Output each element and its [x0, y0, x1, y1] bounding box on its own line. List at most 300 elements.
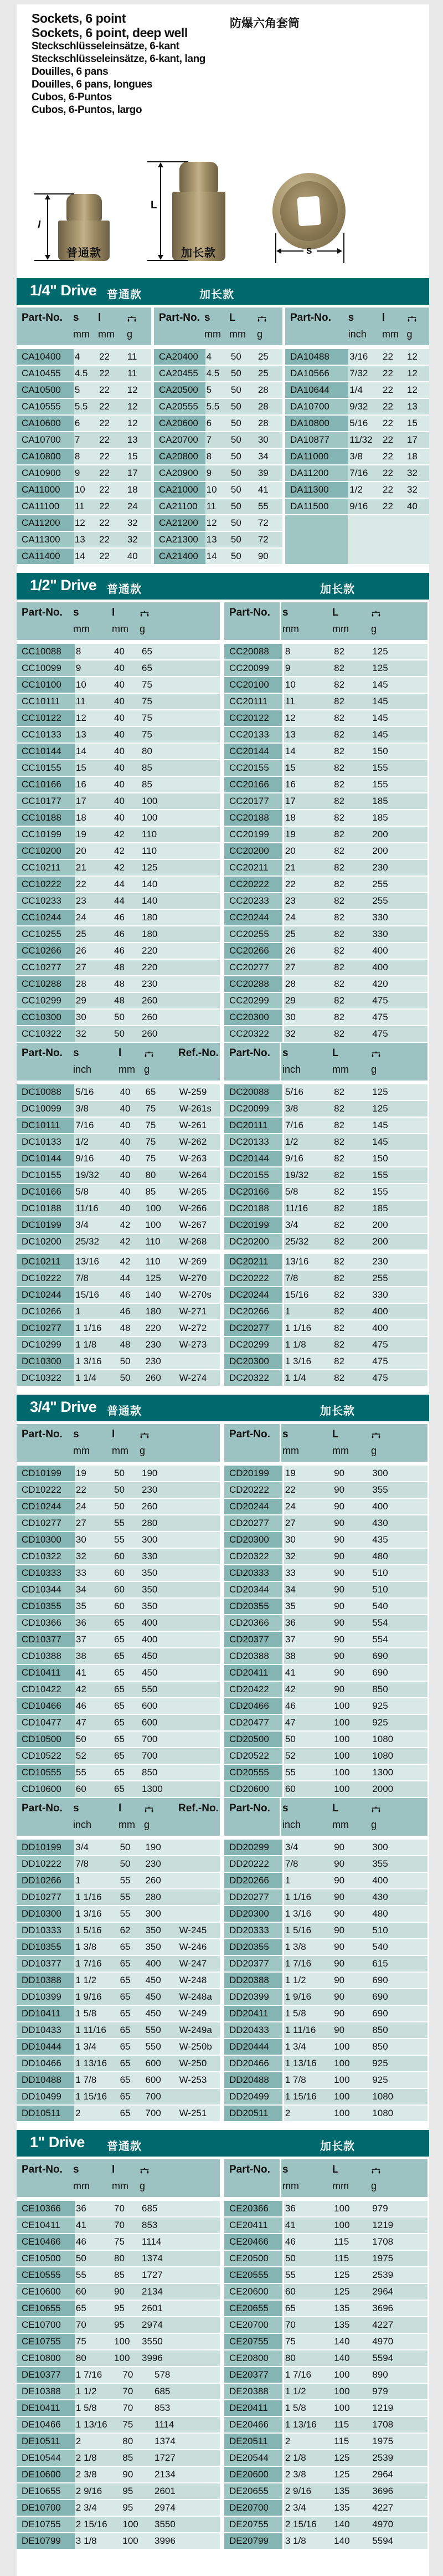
value-cell: 260	[142, 1501, 158, 1512]
value-cell: 34	[285, 1584, 296, 1595]
table-row	[224, 877, 427, 892]
table-row	[154, 382, 282, 398]
value-cell: 48	[120, 1339, 131, 1350]
table-row	[17, 926, 220, 942]
value-cell: 100	[334, 1750, 350, 1761]
value-cell: 42	[120, 1236, 131, 1247]
value-cell: 33	[75, 1568, 86, 1578]
unit-label	[17, 1819, 72, 1834]
part-number-cell: CE20655	[224, 2301, 282, 2316]
part-number-cell: CE20600	[224, 2284, 282, 2300]
part-number-cell: CC10199	[17, 827, 75, 842]
part-number-cell: CD10466	[17, 1698, 75, 1714]
part-number-cell: CC20233	[224, 893, 282, 909]
column-header	[111, 1424, 138, 1462]
value-cell: 82	[334, 663, 345, 673]
value-cell: 36	[75, 1617, 86, 1628]
value-cell: 50	[230, 468, 241, 478]
value-cell: 90	[334, 1551, 345, 1561]
value-cell: 100	[114, 2336, 130, 2347]
value-cell: 22	[383, 468, 393, 478]
value-cell: 24	[75, 912, 86, 923]
value-cell: 140	[145, 1289, 161, 1300]
column-header	[17, 2159, 72, 2197]
table-row	[17, 843, 220, 859]
value-cell: 3996	[154, 2536, 176, 2546]
value-cell: 46	[285, 2236, 296, 2247]
value-cell: 55	[257, 501, 269, 511]
column-header	[331, 1798, 370, 1836]
value-cell: 1 1/2	[285, 1975, 306, 1985]
value-cell: 22	[383, 418, 393, 428]
value-cell: 82	[334, 812, 345, 823]
value-cell: 1 5/8	[75, 2008, 97, 2019]
column-label: s	[73, 1428, 79, 1440]
value-cell: 554	[372, 1617, 388, 1628]
value-cell: 29	[75, 995, 86, 1006]
table-row	[224, 2006, 427, 2021]
table-row	[17, 449, 151, 464]
value-cell: 9	[285, 663, 291, 673]
label-standard-type: 普通款	[107, 1405, 142, 1417]
part-number-cell: CE10466	[17, 2234, 75, 2250]
value-cell: 50	[230, 484, 241, 495]
value-cell: 1/2	[349, 484, 363, 495]
table-block	[17, 602, 429, 1043]
table-row	[224, 843, 427, 859]
table-row	[17, 1973, 220, 1988]
value-cell: 260	[145, 1372, 161, 1383]
table-row	[17, 2400, 220, 2416]
value-cell: 65	[120, 2058, 131, 2068]
column-label: Part-No.	[229, 2164, 270, 2175]
part-number-cell: DD20444	[224, 2039, 282, 2055]
value-cell: 90	[334, 1875, 345, 1886]
value-cell: 44	[114, 895, 125, 906]
value-cell: W-259	[179, 1087, 207, 1097]
value-cell: 100	[334, 1784, 350, 1794]
value-cell: 1080	[372, 2091, 394, 2102]
unit-label	[224, 623, 280, 638]
table-row	[224, 1010, 427, 1025]
column-label: s	[348, 312, 354, 324]
value-cell: 280	[142, 1518, 158, 1528]
value-cell: 230	[372, 1256, 388, 1267]
value-cell: 4970	[372, 2519, 394, 2529]
value-cell: 1 5/16	[285, 1925, 312, 1935]
label-long-type: 加长款	[320, 2140, 355, 2153]
part-number-cell: CA20455	[154, 366, 205, 381]
value-cell: 82	[334, 646, 345, 657]
value-cell: 1975	[372, 2253, 394, 2263]
value-cell: 65	[114, 1667, 125, 1678]
value-cell: 40	[120, 1203, 131, 1213]
part-number-cell: CA10400	[17, 349, 74, 365]
value-cell: 50	[114, 1028, 125, 1039]
value-cell: 7/16	[349, 468, 368, 478]
value-cell: 46	[285, 1701, 296, 1711]
table-row	[17, 382, 151, 398]
value-cell: 185	[372, 796, 388, 806]
value-cell: 155	[372, 1170, 388, 1180]
part-number-cell: CC10322	[17, 1026, 75, 1042]
part-number-cell: DD20466	[224, 2056, 282, 2071]
value-cell: 1	[75, 1306, 81, 1317]
value-cell: 690	[372, 1667, 388, 1678]
column-header	[331, 2159, 370, 2197]
value-cell: 40	[127, 551, 138, 561]
value-cell: 1219	[372, 2220, 394, 2230]
part-number-cell: CC20211	[224, 860, 282, 875]
table-row	[224, 2317, 427, 2333]
table-row	[224, 2483, 427, 2499]
part-number-cell: DC20300	[224, 1354, 282, 1369]
value-cell: 700	[142, 1734, 158, 1744]
value-cell: 22	[99, 484, 110, 495]
value-cell: 925	[372, 2058, 388, 2068]
part-number-cell: CC20199	[224, 827, 282, 842]
value-cell: 220	[142, 962, 158, 972]
value-cell: 13	[206, 534, 217, 545]
part-number-cell: DE10511	[17, 2434, 75, 2449]
part-number-cell: DE10799	[17, 2533, 75, 2549]
part-number-cell: DD10199	[17, 1840, 74, 1855]
table-row	[224, 2251, 427, 2266]
value-cell: 90	[334, 1468, 345, 1478]
part-number-cell: CD10388	[17, 1648, 75, 1664]
value-cell: 145	[372, 1136, 388, 1147]
value-cell: 420	[372, 979, 388, 989]
part-number-cell: CC20277	[224, 960, 282, 975]
value-cell: 400	[372, 1323, 388, 1333]
value-cell: 40	[406, 501, 418, 511]
part-number-cell: CA20700	[154, 432, 205, 448]
table-row	[17, 1482, 220, 1498]
value-cell: 65	[120, 2025, 131, 2035]
value-cell: 550	[145, 2025, 161, 2035]
column-header	[177, 1043, 220, 1080]
value-cell	[178, 1889, 220, 1905]
part-number-cell: DC20299	[224, 1337, 282, 1353]
value-cell: 42	[114, 829, 125, 839]
part-number-cell: DC20088	[224, 1084, 282, 1100]
part-number-cell: CC10211	[17, 860, 75, 875]
value-cell: 4970	[372, 2336, 394, 2347]
value-cell: 22	[99, 501, 110, 511]
part-number-cell: CC20166	[224, 777, 282, 792]
value-cell: 230	[372, 862, 388, 873]
column-header	[72, 1424, 111, 1462]
table-row	[224, 1234, 427, 1249]
part-number-cell: CA21100	[154, 499, 205, 514]
table-row	[17, 993, 220, 1008]
table-row	[17, 1466, 220, 1481]
value-cell: 180	[142, 912, 158, 923]
table-header-row	[224, 1043, 427, 1080]
value-cell: 1 11/16	[75, 2025, 106, 2035]
value-cell	[178, 1873, 220, 1888]
value-cell: 75	[142, 729, 152, 740]
value-cell: 13/16	[75, 1256, 99, 1267]
table-row	[285, 465, 429, 481]
value-cell: 90	[334, 1925, 345, 1935]
table-row	[17, 2384, 220, 2399]
value-cell: 1 11/16	[285, 2025, 316, 2035]
part-number-cell: CA11200	[17, 515, 74, 531]
column-label: s	[73, 1047, 79, 1059]
value-cell: 22	[99, 451, 110, 462]
table-row	[224, 1906, 427, 1922]
part-number-cell: DC10088	[17, 1084, 74, 1100]
value-cell: 82	[334, 696, 345, 706]
unit-label: mm	[204, 329, 221, 340]
table-row	[17, 1565, 220, 1581]
table-row	[224, 2022, 427, 2038]
table-row	[224, 1217, 427, 1233]
value-cell: 1/4	[349, 385, 363, 395]
part-number-cell: CC10200	[17, 843, 75, 859]
value-cell: 50	[75, 2253, 86, 2263]
part-number-cell: CC20177	[224, 793, 282, 809]
part-number-cell: CE10555	[17, 2267, 75, 2283]
value-cell: 12	[127, 385, 138, 395]
column-header	[17, 602, 72, 640]
value-cell: 9/32	[349, 401, 368, 412]
value-cell: 82	[334, 1256, 345, 1267]
value-cell: 330	[372, 912, 388, 923]
value-cell: 5.5	[74, 401, 88, 412]
column-header	[177, 1798, 220, 1836]
value-cell: 42	[114, 846, 125, 856]
part-number-cell: CC20099	[224, 660, 282, 676]
section-title: 1/4" Drive	[30, 282, 97, 299]
value-cell: 34	[75, 1584, 86, 1595]
value-cell: 140	[142, 895, 158, 906]
table-row	[224, 810, 427, 826]
table-row	[17, 2517, 220, 2532]
value-cell: 350	[142, 1568, 158, 1578]
value-cell: 9	[75, 663, 81, 673]
value-cell: 35	[285, 1601, 296, 1611]
value-cell: 32	[285, 1551, 296, 1561]
column-header	[17, 1043, 72, 1080]
table-row	[17, 1134, 220, 1150]
value-cell: 46	[75, 2236, 86, 2247]
value-cell: 50	[230, 385, 241, 395]
value-cell: 100	[334, 2108, 350, 2118]
unit-label	[224, 1064, 280, 1078]
value-cell: 1 1/2	[75, 1975, 97, 1985]
value-cell: 125	[334, 2270, 350, 2280]
value-cell: 70	[75, 2319, 86, 2330]
value-cell: 55	[120, 1875, 131, 1886]
value-cell: 140	[334, 2336, 350, 2347]
value-cell: 24	[285, 1501, 296, 1512]
value-cell: 480	[372, 1908, 388, 1919]
value-cell: 65	[114, 1784, 125, 1794]
value-cell: 1219	[372, 2403, 394, 2413]
column-label: l	[112, 2164, 115, 2175]
value-cell: 190	[142, 1468, 158, 1478]
unit-label: g	[406, 329, 413, 340]
value-cell: 110	[142, 829, 157, 839]
value-cell: 1708	[372, 2236, 394, 2247]
value-cell: 260	[142, 1012, 158, 1022]
value-cell: 3/16	[349, 351, 368, 362]
part-number-cell: CD10322	[17, 1549, 75, 1564]
value-cell: W-250	[179, 2058, 207, 2068]
part-number-cell: CD20466	[224, 1698, 282, 1714]
table-row	[17, 1101, 220, 1117]
value-cell: 14	[206, 551, 217, 561]
value-cell: 850	[372, 2041, 388, 2052]
table-row	[224, 1856, 427, 1872]
part-number-cell: CD20244	[224, 1499, 282, 1514]
value-cell: 2539	[372, 2270, 394, 2280]
column-header	[347, 308, 381, 345]
part-number-cell: CC10188	[17, 810, 75, 826]
table-row	[17, 1939, 220, 1955]
part-number-cell: DD10411	[17, 2006, 74, 2021]
value-cell: 95	[114, 2303, 125, 2313]
table-row	[224, 1254, 427, 1269]
part-number-cell: DE10466	[17, 2417, 75, 2432]
table-row	[224, 1370, 427, 1386]
value-cell: 90	[334, 1568, 345, 1578]
value-cell: 82	[334, 979, 345, 989]
value-cell: 925	[372, 2075, 388, 2085]
part-number-cell: DE20411	[224, 2400, 282, 2416]
value-cell: 1 7/16	[285, 1958, 312, 1969]
table-row	[224, 2106, 427, 2121]
catalog-sections	[17, 278, 429, 2558]
table-row	[17, 943, 220, 959]
column-header	[406, 308, 430, 345]
column-header	[224, 1798, 280, 1836]
table-row	[17, 1765, 220, 1780]
value-cell: 65	[120, 1975, 131, 1985]
value-cell: 15	[406, 418, 418, 428]
table-row	[224, 2267, 427, 2283]
value-cell: 82	[334, 796, 345, 806]
table-row	[17, 810, 220, 826]
part-number-cell: CD20555	[224, 1765, 282, 1780]
value-cell: 22	[383, 385, 393, 395]
part-number-cell: CD20366	[224, 1615, 282, 1631]
value-cell: 40	[114, 779, 125, 790]
value-cell: 1	[285, 1306, 291, 1317]
value-cell: 82	[334, 879, 345, 889]
unit-label: g	[371, 1445, 377, 1456]
table-row	[285, 382, 429, 398]
value-cell: 330	[372, 1289, 388, 1300]
part-number-cell: DC20200	[224, 1234, 282, 1249]
part-number-cell: DC10188	[17, 1201, 74, 1216]
value-cell: 12	[127, 418, 138, 428]
value-cell: 30	[257, 434, 269, 445]
value-cell: 330	[142, 1551, 158, 1561]
value-cell: 50	[75, 1734, 86, 1744]
unit-label: mm	[382, 329, 399, 340]
value-cell: 1	[285, 1875, 291, 1886]
value-cell: 260	[145, 1875, 161, 1886]
part-number-cell: CD10333	[17, 1565, 75, 1581]
value-cell: 3550	[154, 2519, 176, 2529]
value-cell: 2974	[142, 2319, 163, 2330]
part-number-cell: DD20511	[224, 2106, 282, 2121]
value-cell: 40	[120, 1153, 131, 1164]
table-row	[224, 1184, 427, 1200]
value-cell: 46	[75, 1701, 86, 1711]
value-cell: 50	[120, 1372, 131, 1383]
column-label: L	[332, 607, 339, 618]
table-header-row	[285, 308, 429, 345]
value-cell: 8	[285, 646, 291, 657]
value-cell: 125	[334, 2469, 350, 2480]
value-cell: 5594	[372, 2353, 394, 2363]
part-number-cell: CA11100	[17, 499, 74, 514]
parts-table	[224, 2367, 427, 2550]
value-cell: 60	[285, 2286, 296, 2297]
part-number-cell: DE10755	[17, 2517, 75, 2532]
value-cell: 100	[142, 812, 158, 823]
table-row	[224, 1515, 427, 1531]
value-cell: 40	[114, 762, 125, 773]
subtitle-de-lang: Steckschlüsseleinsätze, 6-kant, lang	[32, 53, 206, 65]
dim-tick	[147, 161, 188, 162]
unit-label	[224, 2180, 280, 2195]
part-number-cell: CD20344	[224, 1582, 282, 1597]
table-row	[17, 399, 151, 414]
part-number-cell: DA11000	[285, 449, 348, 464]
part-number-cell: CC20322	[224, 1026, 282, 1042]
table-row	[224, 793, 427, 809]
value-cell: 85	[114, 2270, 125, 2280]
column-header	[281, 2159, 331, 2197]
value-cell: 5	[74, 385, 80, 395]
part-number-cell: DC10211	[17, 1254, 74, 1269]
table-row	[224, 1989, 427, 2005]
value-cell: 80	[285, 2353, 296, 2363]
value-cell: W-249	[179, 2008, 207, 2019]
table-row	[154, 366, 282, 381]
value-cell: 85	[142, 762, 152, 773]
socket-end-view	[272, 173, 346, 249]
table-row	[224, 1781, 427, 1797]
value-cell: 65	[114, 1750, 125, 1761]
value-cell: 1 1/16	[75, 1892, 102, 1902]
value-cell: 70	[122, 2386, 133, 2396]
column-header	[17, 1424, 72, 1462]
value-cell: 554	[372, 1634, 388, 1645]
value-cell: 75	[145, 1153, 156, 1164]
value-cell: 42	[120, 1256, 131, 1267]
table-row	[154, 549, 282, 564]
value-cell: 22	[75, 1484, 86, 1495]
value-cell: 1 1/8	[75, 1339, 97, 1350]
value-cell: 850	[142, 1767, 158, 1778]
value-cell: 12	[285, 713, 296, 723]
value-cell: 55	[285, 1767, 296, 1778]
page-title: Sockets, 6 point	[32, 11, 126, 25]
value-cell: 450	[145, 1975, 161, 1985]
value-cell: 90	[334, 1958, 345, 1969]
table-row	[17, 2089, 220, 2104]
value-cell: 65	[120, 2091, 131, 2102]
value-cell: 22	[99, 434, 110, 445]
value-cell: 80	[142, 746, 152, 756]
value-cell: 1 1/16	[75, 1323, 102, 1333]
